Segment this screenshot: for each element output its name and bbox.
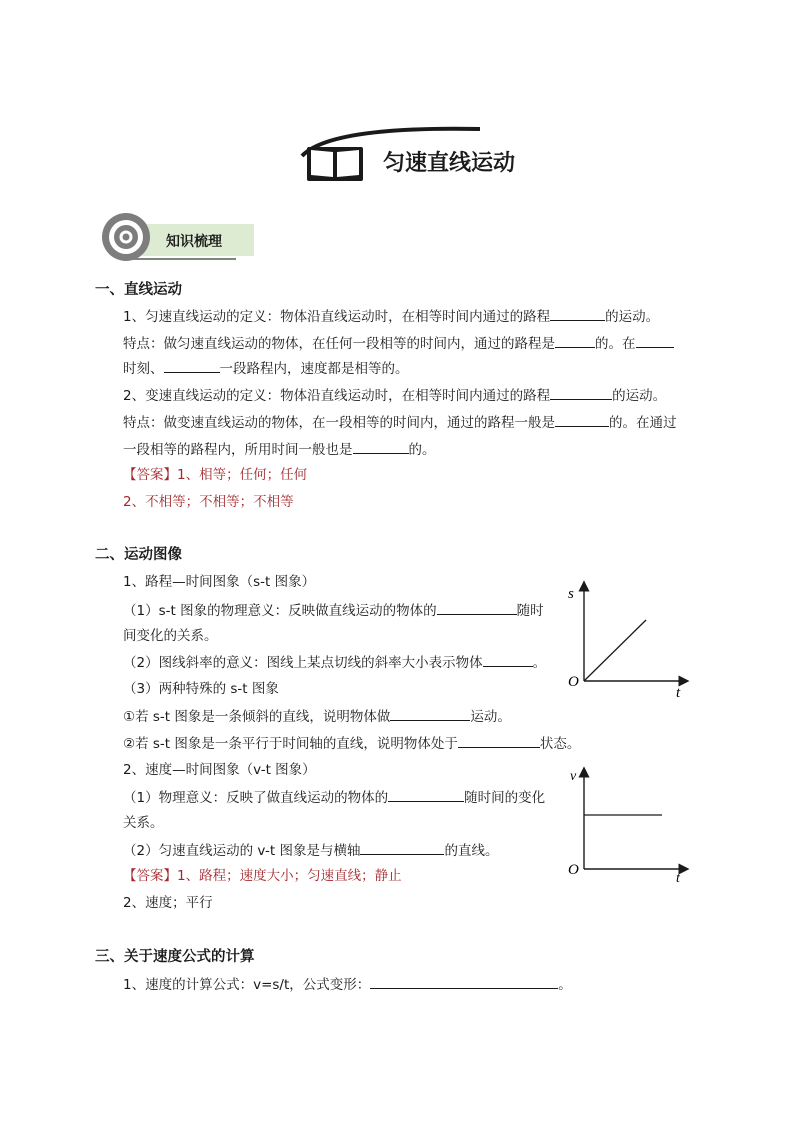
- paragraph-line: （2）匀速直线运动的 v-t 图象是与横轴 的直线。: [123, 843, 499, 859]
- answer-line: 2、不相等；不相等；不相等: [123, 494, 294, 510]
- fill-blank: [164, 359, 220, 373]
- st-origin-label: O: [568, 674, 579, 690]
- fill-blank: [370, 975, 558, 989]
- paragraph-line: 关系。: [123, 815, 164, 831]
- paragraph-line: 时刻、 一段路程内，速度都是相等的。: [123, 361, 409, 377]
- paragraph-line: 一段相等的路程内，所用时间一般也是 的。: [123, 442, 436, 458]
- vt-graph: [560, 764, 695, 886]
- fill-blank: [360, 841, 444, 855]
- fill-blank: [390, 707, 470, 721]
- section-heading: 二、运动图像: [95, 547, 182, 563]
- answer-line: 【答案】1、路程；速度大小；匀速直线；静止: [123, 868, 402, 884]
- paragraph-line: ②若 s-t 图象是一条平行于时间轴的直线，说明物体处于 状态。: [123, 736, 581, 752]
- st-y-label: s: [568, 586, 574, 602]
- vt-x-label: t: [676, 871, 680, 886]
- book-icon: [304, 142, 366, 186]
- fill-blank: [458, 734, 540, 748]
- paragraph-line: 特点：做变速直线运动的物体，在一段相等的时间内，通过的路程一般是 的。在通过: [123, 415, 677, 431]
- page-title: 匀速直线运动: [383, 151, 516, 176]
- paragraph-line: 2、变速直线运动的定义：物体沿直线运动时，在相等时间内通过的路程 的运动。: [123, 388, 667, 404]
- fill-blank: [550, 307, 605, 321]
- paragraph-line: 1、速度的计算公式：v=s/t，公式变形： 。: [123, 977, 572, 993]
- st-graph: [560, 576, 695, 700]
- answer-tag: 【答案】: [123, 868, 177, 884]
- answer-tag: 【答案】: [123, 467, 177, 483]
- fill-blank: [483, 653, 533, 667]
- section-heading: 一、直线运动: [95, 282, 182, 298]
- paragraph-line: （2）图线斜率的意义：图线上某点切线的斜率大小表示物体 。: [123, 655, 547, 671]
- section-badge: [100, 212, 260, 264]
- fill-blank: [555, 334, 595, 348]
- vt-origin-label: O: [568, 862, 579, 878]
- paragraph-line: （1）物理意义：反映了做直线运动的物体的 随时间的变化: [123, 790, 546, 806]
- paragraph-line: 间变化的关系。: [123, 628, 218, 644]
- paragraph-line: （1）s-t 图象的物理意义：反映做直线运动的物体的 随时: [123, 603, 544, 619]
- badge-label: 知识梳理: [166, 234, 222, 250]
- section-heading: 三、关于速度公式的计算: [95, 949, 255, 965]
- target-icon: [100, 212, 154, 264]
- paragraph-line: 2、速度—时间图象（v-t 图象）: [123, 762, 316, 778]
- paragraph-line: 1、匀速直线运动的定义：物体沿直线运动时，在相等时间内通过的路程 的运动。: [123, 309, 660, 325]
- paragraph-line: 特点：做匀速直线运动的物体，在任何一段相等的时间内，通过的路程是 的。在: [123, 334, 674, 353]
- paragraph-line: ①若 s-t 图象是一条倾斜的直线，说明物体做 运动。: [123, 709, 511, 725]
- st-x-label: t: [676, 685, 681, 700]
- vt-y-label: v: [570, 769, 577, 784]
- answer-line: 【答案】1、相等；任何；任何: [123, 467, 308, 483]
- fill-blank: [437, 601, 517, 615]
- answer-line: 2、速度；平行: [123, 895, 213, 911]
- paragraph-line: 1、路程—时间图象（s-t 图象）: [123, 574, 316, 590]
- paragraph-line: （3）两种特殊的 s-t 图象: [123, 681, 279, 697]
- fill-blank: [636, 334, 674, 348]
- title-header: [290, 120, 560, 190]
- fill-blank: [353, 440, 409, 454]
- fill-blank: [388, 788, 464, 802]
- fill-blank: [550, 386, 612, 400]
- fill-blank: [555, 413, 609, 427]
- st-line: [584, 620, 646, 681]
